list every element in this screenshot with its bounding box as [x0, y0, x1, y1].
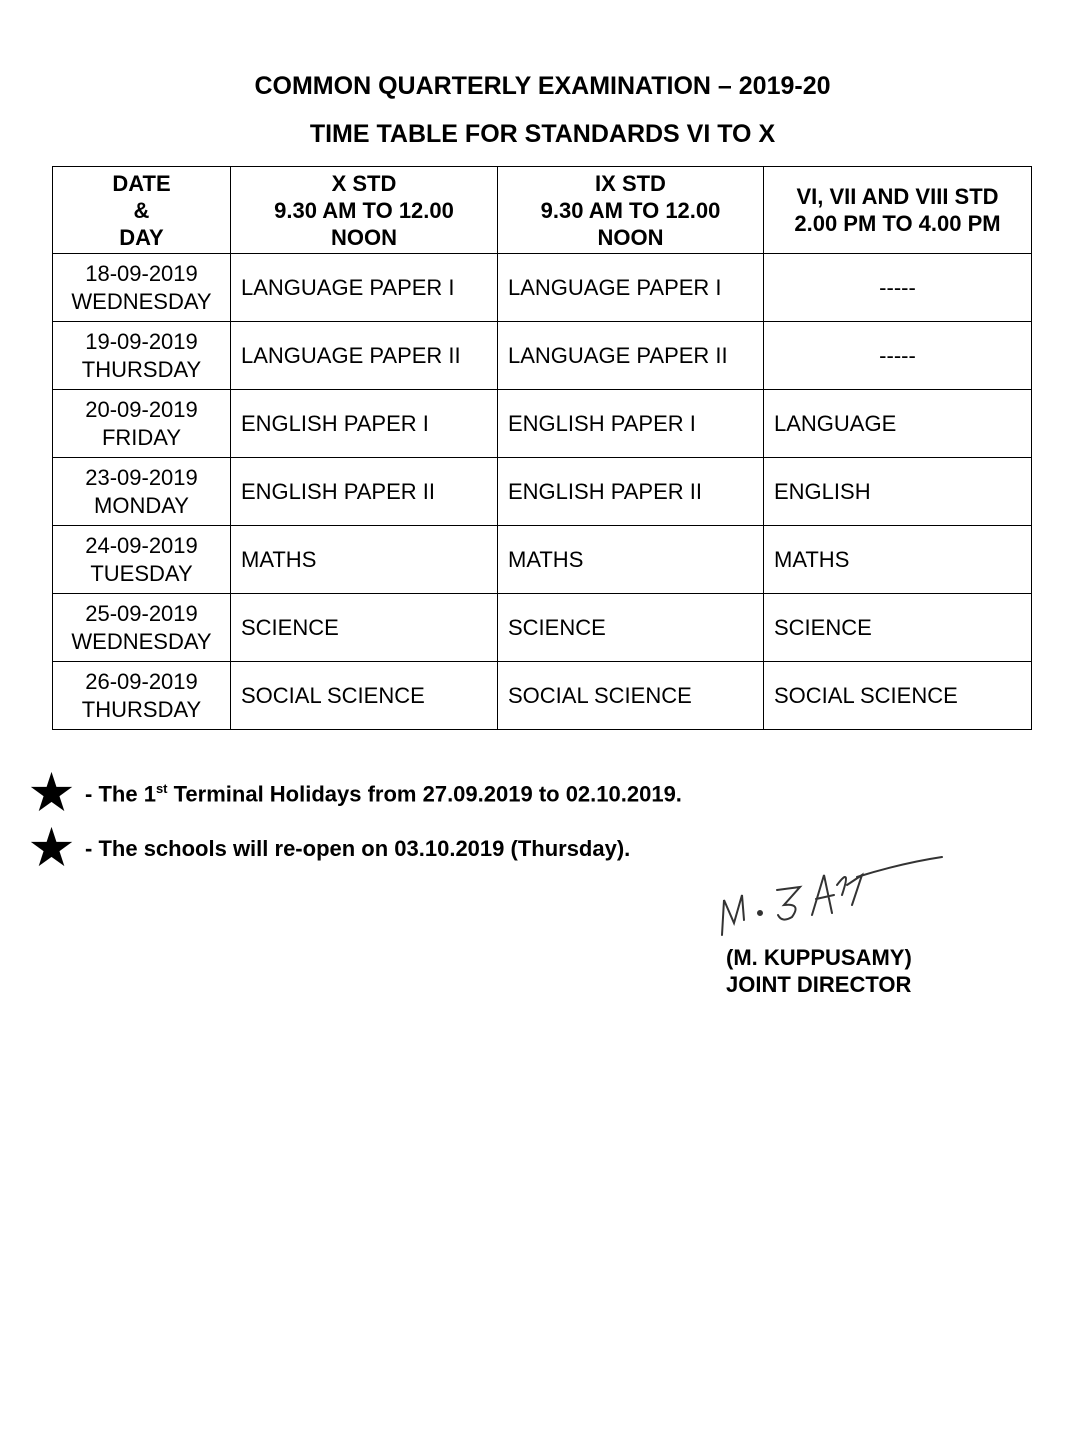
vi-viii-std-subject: SOCIAL SCIENCE: [764, 662, 1032, 730]
ix-std-subject: LANGUAGE PAPER I: [498, 254, 764, 322]
date-cell: [53, 458, 231, 526]
page-subtitle: TIME TABLE FOR STANDARDS VI TO X: [309, 120, 776, 148]
ix-std-subject: ENGLISH PAPER II: [498, 458, 764, 526]
exam-day: FRIDAY: [101, 424, 182, 450]
star-icon: ★: [30, 822, 74, 875]
exam-date: 23-09-2019: [85, 464, 198, 490]
date-cell: [53, 254, 231, 322]
exam-date: 26-09-2019: [85, 668, 198, 694]
exam-day: THURSDAY: [81, 696, 202, 722]
date-cell: [53, 526, 231, 594]
ix-std-subject: SCIENCE: [498, 594, 764, 662]
column-header: [53, 167, 231, 254]
exam-date: 20-09-2019: [85, 396, 198, 422]
table-row: [53, 594, 1032, 662]
table-row: [53, 458, 1032, 526]
column-header-line: IX STD: [595, 170, 666, 196]
table-row: [53, 526, 1032, 594]
timetable: [52, 166, 1032, 730]
note-text: - The 1: [85, 781, 156, 807]
exam-date: 25-09-2019: [85, 600, 198, 626]
table-row: [53, 390, 1032, 458]
table-row: [53, 322, 1032, 390]
column-header-line: NOON: [597, 224, 664, 250]
vi-viii-std-subject: LANGUAGE: [764, 390, 1032, 458]
vi-viii-std-subject: MATHS: [764, 526, 1032, 594]
column-header-line: X STD: [331, 170, 397, 196]
ix-std-subject: ENGLISH PAPER I: [498, 390, 764, 458]
note-superscript: st: [155, 780, 168, 796]
signatory-name: (M. KUPPUSAMY): [726, 945, 912, 970]
signatory-designation: JOINT DIRECTOR: [726, 972, 912, 997]
exam-date: 24-09-2019: [85, 532, 198, 558]
x-std-subject: ENGLISH PAPER II: [231, 458, 498, 526]
x-std-subject: ENGLISH PAPER I: [231, 390, 498, 458]
page-title: COMMON QUARTERLY EXAMINATION – 2019-20: [254, 72, 831, 100]
column-header-line: DATE: [112, 170, 171, 196]
note-text: - The schools will re-open on 03.10.2019 (Thursday).: [85, 836, 631, 861]
vi-viii-std-subject: -----: [764, 322, 1032, 390]
date-cell: [53, 390, 231, 458]
exam-day: TUESDAY: [90, 560, 193, 586]
star-icon: ★: [30, 767, 74, 820]
table-header-row: [53, 167, 1032, 254]
column-header-line: VI, VII AND VIII STD: [796, 184, 999, 209]
note-holidays: [30, 767, 682, 820]
date-cell: [53, 594, 231, 662]
exam-day: THURSDAY: [81, 356, 202, 382]
column-header: [231, 167, 498, 254]
note-text-suffix: Terminal Holidays from 27.09.2019 to 02.10.2019.: [167, 781, 682, 807]
x-std-subject: SCIENCE: [231, 594, 498, 662]
note-reopen: [30, 822, 631, 875]
table-row: [53, 662, 1032, 730]
x-std-subject: LANGUAGE PAPER II: [231, 322, 498, 390]
vi-viii-std-subject: -----: [764, 254, 1032, 322]
column-header-line: &: [133, 197, 150, 223]
date-cell: [53, 662, 231, 730]
column-header-line: 9.30 AM TO 12.00: [540, 197, 721, 223]
exam-day: WEDNESDAY: [71, 288, 212, 314]
vi-viii-std-subject: ENGLISH: [764, 458, 1032, 526]
ix-std-subject: LANGUAGE PAPER II: [498, 322, 764, 390]
signature-image: [712, 845, 952, 945]
table-row: [53, 254, 1032, 322]
exam-day: WEDNESDAY: [71, 628, 212, 654]
ix-std-subject: MATHS: [498, 526, 764, 594]
exam-day: MONDAY: [94, 492, 189, 518]
column-header: [764, 167, 1032, 254]
date-cell: [53, 322, 231, 390]
exam-date: 19-09-2019: [85, 328, 198, 354]
x-std-subject: SOCIAL SCIENCE: [231, 662, 498, 730]
column-header-line: 9.30 AM TO 12.00: [274, 197, 454, 223]
column-header-line: NOON: [331, 224, 397, 250]
column-header: [498, 167, 764, 254]
x-std-subject: MATHS: [231, 526, 498, 594]
vi-viii-std-subject: SCIENCE: [764, 594, 1032, 662]
x-std-subject: LANGUAGE PAPER I: [231, 254, 498, 322]
column-header-line: DAY: [119, 224, 164, 250]
exam-date: 18-09-2019: [85, 260, 198, 286]
column-header-line: 2.00 PM TO 4.00 PM: [794, 211, 1001, 236]
ix-std-subject: SOCIAL SCIENCE: [498, 662, 764, 730]
